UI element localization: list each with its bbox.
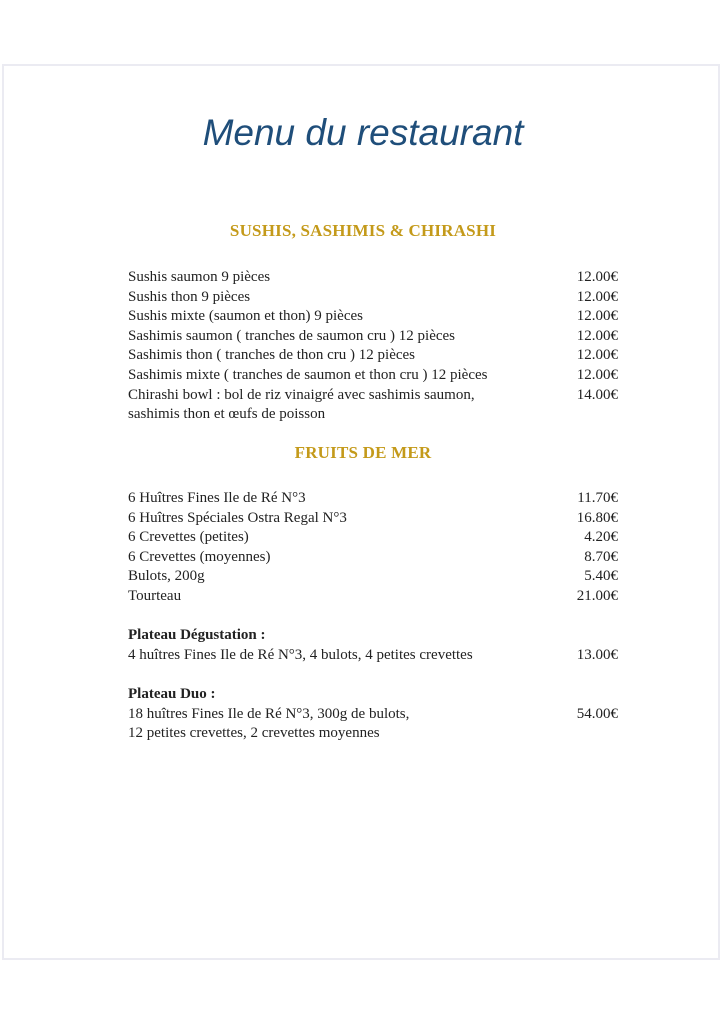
plateau-duo bbox=[128, 705, 618, 744]
plateau-degustation bbox=[128, 646, 618, 666]
menu-item-name: 18 huîtres Fines Ile de Ré N°3, 300g de bulots, 12 petites crevettes, 2 crevettes moyennes bbox=[128, 705, 410, 742]
menu-item-name: 6 Crevettes (moyennes) bbox=[128, 548, 271, 565]
menu-item-price: 13.00€ bbox=[576, 646, 618, 663]
menu-item-price: 12.00€ bbox=[576, 347, 618, 364]
menu-item bbox=[128, 366, 618, 386]
menu-item-price: 54.00€ bbox=[576, 705, 618, 722]
menu-item-name: Sashimis saumon ( tranches de saumon cru ) 12 pièces bbox=[128, 327, 456, 344]
menu-item-price: 14.00€ bbox=[576, 386, 618, 403]
menu-item-name: Sushis thon 9 pièces bbox=[128, 288, 251, 305]
menu-item-name: 6 Huîtres Fines Ile de Ré N°3 bbox=[128, 490, 306, 506]
spacer bbox=[128, 665, 618, 685]
spacer bbox=[128, 607, 618, 627]
section-heading-fruits-de-mer: FRUITS DE MER bbox=[294, 443, 432, 462]
menu-item-name: Sashimis thon ( tranches de thon cru ) 12 pièces bbox=[128, 347, 416, 364]
page-title: Menu du restaurant bbox=[202, 112, 524, 153]
plateau-duo-title: Plateau Duo : bbox=[128, 685, 216, 702]
menu-item-price: 4.20€ bbox=[584, 529, 618, 546]
menu-item bbox=[128, 548, 618, 568]
section-heading-sushis: SUSHIS, SASHIMIS & CHIRASHI bbox=[229, 221, 497, 240]
menu-item-price: 12.00€ bbox=[576, 366, 618, 383]
menu-item-price: 16.80€ bbox=[576, 509, 618, 526]
menu-item-price: 12.00€ bbox=[576, 308, 618, 325]
menu-item-name: Tourteau bbox=[128, 587, 182, 604]
menu-item-name: Sushis saumon 9 pièces bbox=[128, 269, 271, 285]
fruits-de-mer-list bbox=[128, 489, 618, 744]
plateau-degustation-title: Plateau Dégustation : bbox=[128, 627, 266, 644]
menu-item bbox=[128, 386, 618, 425]
menu-item-name: 6 Huîtres Spéciales Ostra Regal N°3 bbox=[128, 509, 347, 526]
menu-item-price: 12.00€ bbox=[576, 269, 618, 285]
menu-item-price: 8.70€ bbox=[584, 548, 618, 565]
menu-item bbox=[128, 587, 618, 607]
menu-item bbox=[128, 288, 618, 308]
menu-item bbox=[128, 327, 618, 347]
menu-item-price: 12.00€ bbox=[576, 327, 618, 344]
menu-item-name: 6 Crevettes (petites) bbox=[128, 529, 249, 546]
menu-item-name: 4 huîtres Fines Ile de Ré N°3, 4 bulots, 4 petites crevettes bbox=[128, 646, 473, 663]
menu-item-price: 21.00€ bbox=[576, 587, 618, 604]
menu-item bbox=[128, 509, 618, 529]
menu-item-name: Sashimis mixte ( tranches de saumon et thon cru ) 12 pièces bbox=[128, 366, 488, 383]
menu-item bbox=[128, 489, 618, 509]
document-page bbox=[2, 64, 720, 960]
menu-item bbox=[128, 307, 618, 327]
menu-item-price: 5.40€ bbox=[584, 568, 618, 585]
menu-item bbox=[128, 346, 618, 366]
menu-item bbox=[128, 567, 618, 587]
menu-item-name: Chirashi bowl : bol de riz vinaigré avec sashimis saumon, sashimis thon et œufs de poisson bbox=[128, 386, 475, 423]
menu-item bbox=[128, 268, 618, 288]
menu-item bbox=[128, 528, 618, 548]
menu-item-price: 11.70€ bbox=[577, 490, 618, 506]
menu-item-name: Bulots, 200g bbox=[128, 568, 205, 585]
menu-item-price: 12.00€ bbox=[576, 288, 618, 305]
sushis-list bbox=[128, 268, 618, 425]
menu-item-name: Sushis mixte (saumon et thon) 9 pièces bbox=[128, 308, 363, 325]
